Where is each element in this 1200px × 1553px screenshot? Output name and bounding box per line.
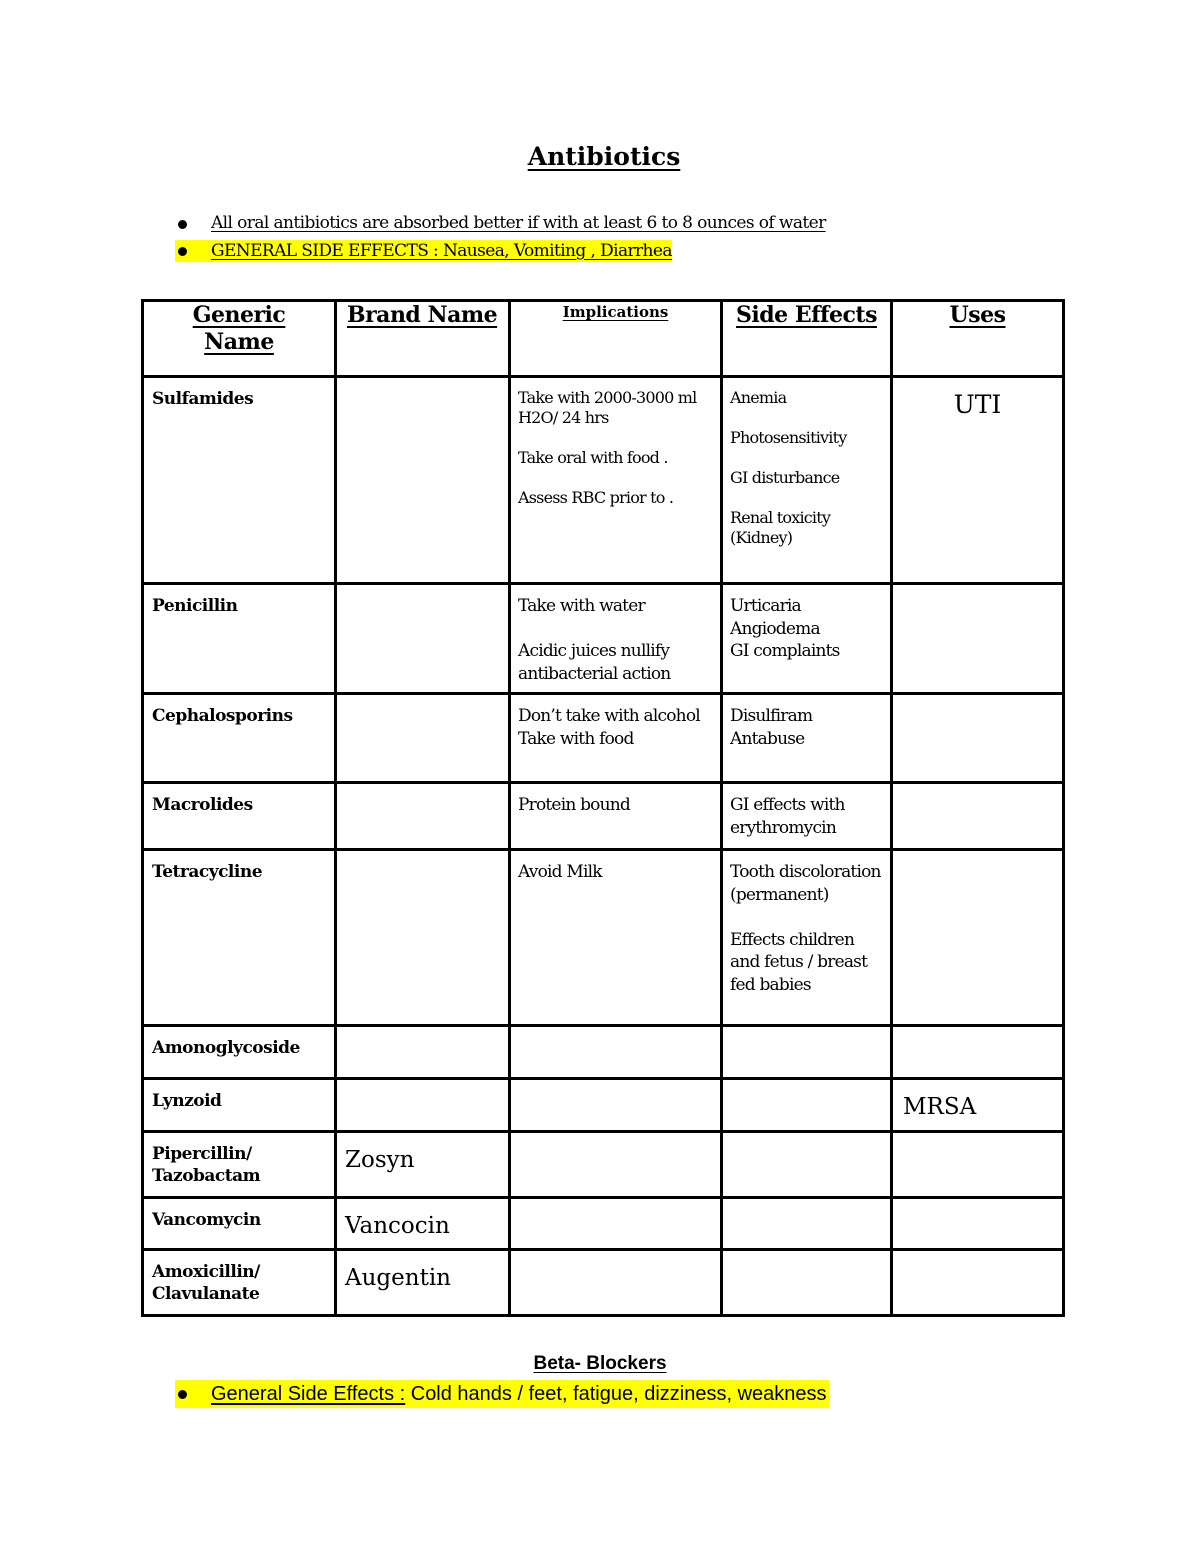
bullet-icon: [178, 1390, 187, 1399]
side-effects-cell: [722, 1026, 892, 1079]
antibiotics-table: [141, 299, 1065, 1317]
brand-name-cell: [336, 783, 510, 850]
implications-cell: Take with 2000-3000 ml H2O/ 24 hrs Take oral with food . Assess RBC prior to .: [510, 377, 722, 584]
side-effects-cell: Tooth discoloration (permanent) Effects children and fetus / breast fed babies: [722, 850, 892, 1026]
implications-cell: [510, 1079, 722, 1132]
page-title: Antibiotics: [527, 142, 681, 171]
brand-name-cell: [336, 694, 510, 783]
generic-name-cell: Amoxicillin/ Clavulanate: [143, 1250, 336, 1316]
note-text: All oral antibiotics are absorbed better if with at least 6 to 8 ounces of water: [211, 213, 826, 233]
side-effects-cell: Urticaria Angiodema GI complaints: [722, 584, 892, 694]
column-header-uses: Uses: [892, 301, 1064, 377]
column-header-generic-name: Generic Name: [143, 301, 336, 377]
implications-cell: [510, 1026, 722, 1079]
table-row: [143, 783, 1064, 850]
uses-cell: MRSA: [892, 1079, 1064, 1132]
brand-name-cell: Vancocin: [336, 1198, 510, 1250]
brand-name-cell: [336, 1079, 510, 1132]
brand-name-cell: [336, 1026, 510, 1079]
table-row: [143, 1026, 1064, 1079]
uses-cell: UTI: [892, 377, 1064, 584]
side-effects-cell: [722, 1132, 892, 1198]
column-header-implications: Implications: [510, 301, 722, 377]
uses-cell: [892, 850, 1064, 1026]
bullet-icon: [178, 247, 187, 256]
beta-blockers-title: Beta- Blockers: [533, 1353, 667, 1374]
note-text: Cold hands / feet, fatigue, dizziness, weakness: [405, 1383, 827, 1405]
generic-name-cell: Penicillin: [143, 584, 336, 694]
uses-cell: [892, 783, 1064, 850]
uses-cell: [892, 1026, 1064, 1079]
generic-name-cell: Macrolides: [143, 783, 336, 850]
side-effects-cell: [722, 1250, 892, 1316]
note-beta-side-effects: [175, 1380, 829, 1408]
table-header-row: [143, 301, 1064, 377]
brand-name-cell: Zosyn: [336, 1132, 510, 1198]
column-header-brand-name: Brand Name: [336, 301, 510, 377]
note-label: General Side Effects :: [211, 1383, 406, 1405]
generic-name-cell: Lynzoid: [143, 1079, 336, 1132]
implications-cell: Protein bound: [510, 783, 722, 850]
table-row: [143, 377, 1064, 584]
implications-cell: Don’t take with alcohol Take with food: [510, 694, 722, 783]
uses-cell: [892, 584, 1064, 694]
column-header-side-effects: Side Effects: [722, 301, 892, 377]
implications-cell: [510, 1132, 722, 1198]
brand-name-cell: Augentin: [336, 1250, 510, 1316]
generic-name-cell: Sulfamides: [143, 377, 336, 584]
side-effects-cell: Anemia Photosensitivity GI disturbance Renal toxicity (Kidney): [722, 377, 892, 584]
table-row: [143, 1079, 1064, 1132]
generic-name-cell: Cephalosporins: [143, 694, 336, 783]
generic-name-cell: Vancomycin: [143, 1198, 336, 1250]
generic-name-cell: Amonoglycoside: [143, 1026, 336, 1079]
generic-name-cell: Pipercillin/ Tazobactam: [143, 1132, 336, 1198]
brand-name-cell: [336, 584, 510, 694]
table-row: [143, 1250, 1064, 1316]
table-row: [143, 584, 1064, 694]
implications-cell: [510, 1250, 722, 1316]
implications-cell: [510, 1198, 722, 1250]
side-effects-cell: [722, 1198, 892, 1250]
bullet-icon: [178, 220, 187, 229]
table-row: [143, 694, 1064, 783]
note-text: GENERAL SIDE EFFECTS : Nausea, Vomiting , Diarrhea: [175, 240, 672, 262]
beta-blockers-notes: [175, 1380, 829, 1408]
table-row: [143, 1132, 1064, 1198]
brand-name-cell: [336, 850, 510, 1026]
generic-name-cell: Tetracycline: [143, 850, 336, 1026]
brand-name-cell: [336, 377, 510, 584]
table-row: [143, 850, 1064, 1026]
uses-cell: [892, 1132, 1064, 1198]
side-effects-cell: [722, 1079, 892, 1132]
implications-cell: Avoid Milk: [510, 850, 722, 1026]
uses-cell: [892, 1198, 1064, 1250]
side-effects-cell: Disulfiram Antabuse: [722, 694, 892, 783]
table-row: [143, 1198, 1064, 1250]
side-effects-cell: GI effects with erythromycin: [722, 783, 892, 850]
implications-cell: Take with water Acidic juices nullify antibacterial action: [510, 584, 722, 694]
uses-cell: [892, 694, 1064, 783]
uses-cell: [892, 1250, 1064, 1316]
